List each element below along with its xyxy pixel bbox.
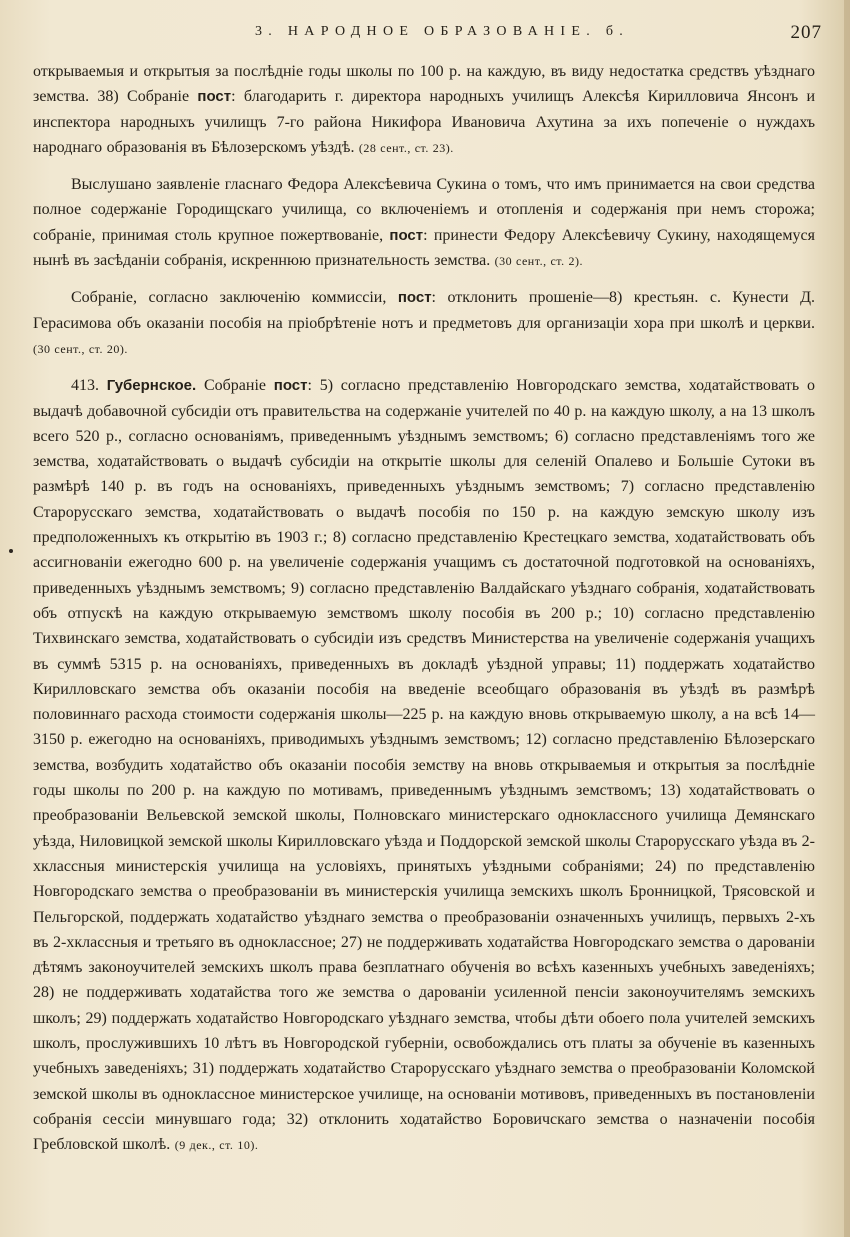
paragraph-sukin-donation [33, 172, 815, 274]
text-run: 413. [71, 377, 107, 395]
header-title: 3. НАРОДНОЕ ОБРАЗОВАНІЕ. б. [255, 24, 630, 39]
bold-term: пост [197, 88, 232, 106]
paragraph-kunesti-petition [33, 285, 815, 362]
bold-term: пост [389, 226, 424, 244]
bold-term: Губернское. [106, 377, 197, 395]
text-run: Собраніе [196, 377, 274, 395]
text-run: : благодарить г. директора народныхъ училищъ Алексѣя Кирилловича Янсонъ и инспектора народныхъ училищъ 7-го района Никифора Ивановича Ахутина за ихъ попеченіе о нуждахъ народнаго образованія въ Бѣлозерскомъ уѣздѣ. [33, 88, 816, 156]
margin-dot [9, 549, 13, 553]
text-run: : принести Федору Алексѣевичу Сукину, находящемуся нынѣ въ засѣданіи собранія, искреннюю признательность земства. [33, 226, 815, 270]
running-header [30, 22, 830, 46]
text-run: : 5) согласно представленію Новгородскаго земства, ходатайствовать о выдачѣ добавочной субсидіи отъ правительства на содержаніе учителей по 40 р. на каждую школу, а на 13 школъ всего 520 р., согласно основаніямъ, приведеннымъ уѣзднымъ земствомъ; 6) согласно представленіямъ того же земства, ходатайствовать о выдачѣ субсидіи на открытіе школы для селеній Опалево и Большіе Сутоки въ размѣрѣ 140 р. въ годъ на основаніяхъ, приведенныхъ уѣзднымъ земствомъ; 7) согласно представленію Старорусскаго земства, ходатайствовать о выдачѣ пособія по 150 р. на каждую земскую школу изъ предположенныхъ къ открытію въ 1903 г.; 8) согласно представленію Крестецкаго земства, ходатайствовать объ ассигнованіи ежегодно 600 р. на увеличеніе содержанія учащимъ съ достаточной подготовкой на основаніяхъ, приведенныхъ уѣзднымъ земствомъ; 9) согласно представленію Валдайскаго уѣзднаго собранія, ходатайствовать объ отпускѣ на каждую открываемую земствомъ школу пособія въ 200 р.; 10) согласно представленію Тихвинскаго земства, ходатайствовать о субсидіи изъ средствъ Министерства на увеличеніе содержанія учащихъ въ суммѣ 5315 р. на основаніяхъ, приведенныхъ въ докладѣ уѣздной управы; 11) поддержать ходатайство Кирилловскаго земства объ оказаніи пособія на введеніе всеобщаго образованія въ уѣздѣ въ размѣрѣ половиннаго расхода стоимости содержанія школы—225 р. на каждую вновь открываемую школу, а на всѣ 14—3150 р. ежегодно на основаніяхъ, приводимыхъ уѣзднымъ земствомъ; 12) согласно представленію Бѣлозерскаго земства, возбудить ходатайство объ оказаніи пособія земству на вновь открываемыя и открытыя за послѣдніе годы школы по 200 р. на каждую по мотивамъ, приведеннымъ уѣзднымъ земствомъ; 13) ходатайствовать о преобразованіи Вельевской земской школы, Полновскаго министерскаго одноклассного училища Демянскаго уѣзда, Ниловицкой земской школы Кирилловскаго уѣзда и Поддорской земской школы Старорусскаго уѣзда въ 2-хклассныя министерскія училища на условіяхъ, принятыхъ уѣздными собраніями; 24) по представленію Новгородскаго земства о преобразованіи въ министерскія училища земскихъ школъ Бронницкой, Трясовской и Пельгорской, поддержать ходатайство уѣзднаго земства о преобразованіи означенныхъ училищъ, первыхъ 2-хъ въ 2-хклассныя и третьяго въ одноклассное; 27) не поддерживать ходатайства Новгородскаго земства о дарованіи дѣтямъ законоучителей земскихъ школъ права безплатнаго обученія во всѣхъ казенныхъ учебныхъ заведеніяхъ; 28) не поддерживать ходатайства того же земства о дарованіи усиленной пенсіи законоучителямъ земскихъ школъ; 29) поддержать ходатайство Новгородскаго уѣзднаго земства, чтобы дѣти обоего пола учителей земскихъ школъ, прослужившихъ 10 лѣтъ въ Новгородской губерніи, освобождались отъ платы за обученіе въ казенныхъ учебныхъ заведеніяхъ; 31) поддержать ходатайство Старорусскаго уѣзднаго земства о преобразованіи Коломской земской школы въ одноклассное министерское училище, на основаніи мотивовъ, приведенныхъ въ постановленіи собранія сессіи минувшаго года; 32) отклонить ходатайство Боровичскаго земства о назначеніи пособія Гребловской школѣ. [33, 377, 815, 1154]
paragraph-413-gubernskoe [33, 373, 815, 1158]
page-number: 207 [790, 22, 822, 43]
session-reference: (28 сент., ст. 23). [358, 140, 454, 155]
bold-term: пост [397, 289, 432, 307]
session-reference: (30 сент., ст. 2). [494, 254, 584, 269]
page-edge-shadow [844, 0, 850, 1237]
session-reference: (30 сент., ст. 20). [33, 341, 128, 356]
body-text [33, 59, 815, 1158]
text-run: открываемыя и открытыя за послѣдніе годы школы по 100 р. на каждую, въ виду недостатка средствъ уѣзднаго земства. 38) Собраніе [33, 63, 815, 106]
text-run: Собраніе, согласно заключенію коммиссіи, [71, 289, 398, 307]
bold-term: пост [273, 377, 308, 395]
paragraph-continuation [33, 59, 815, 161]
text-run: : отклонить прошеніе—8) крестьян. с. Кунести Д. Герасимова объ оказаніи пособія на пріобрѣтеніе нотъ и предметовъ для организаціи хора при школѣ и церкви. [33, 289, 815, 332]
session-reference: (9 дек., ст. 10). [174, 1138, 259, 1153]
text-run: Выслушано заявленіе гласнаго Федора Алексѣевича Сукина о томъ, что имъ принимается на свои средства полное содержаніе Городищскаго училища, со включеніемъ и отопленія и содержанія при немъ сторожа; собраніе, принимая столь крупное пожертвованіе, [33, 176, 815, 244]
